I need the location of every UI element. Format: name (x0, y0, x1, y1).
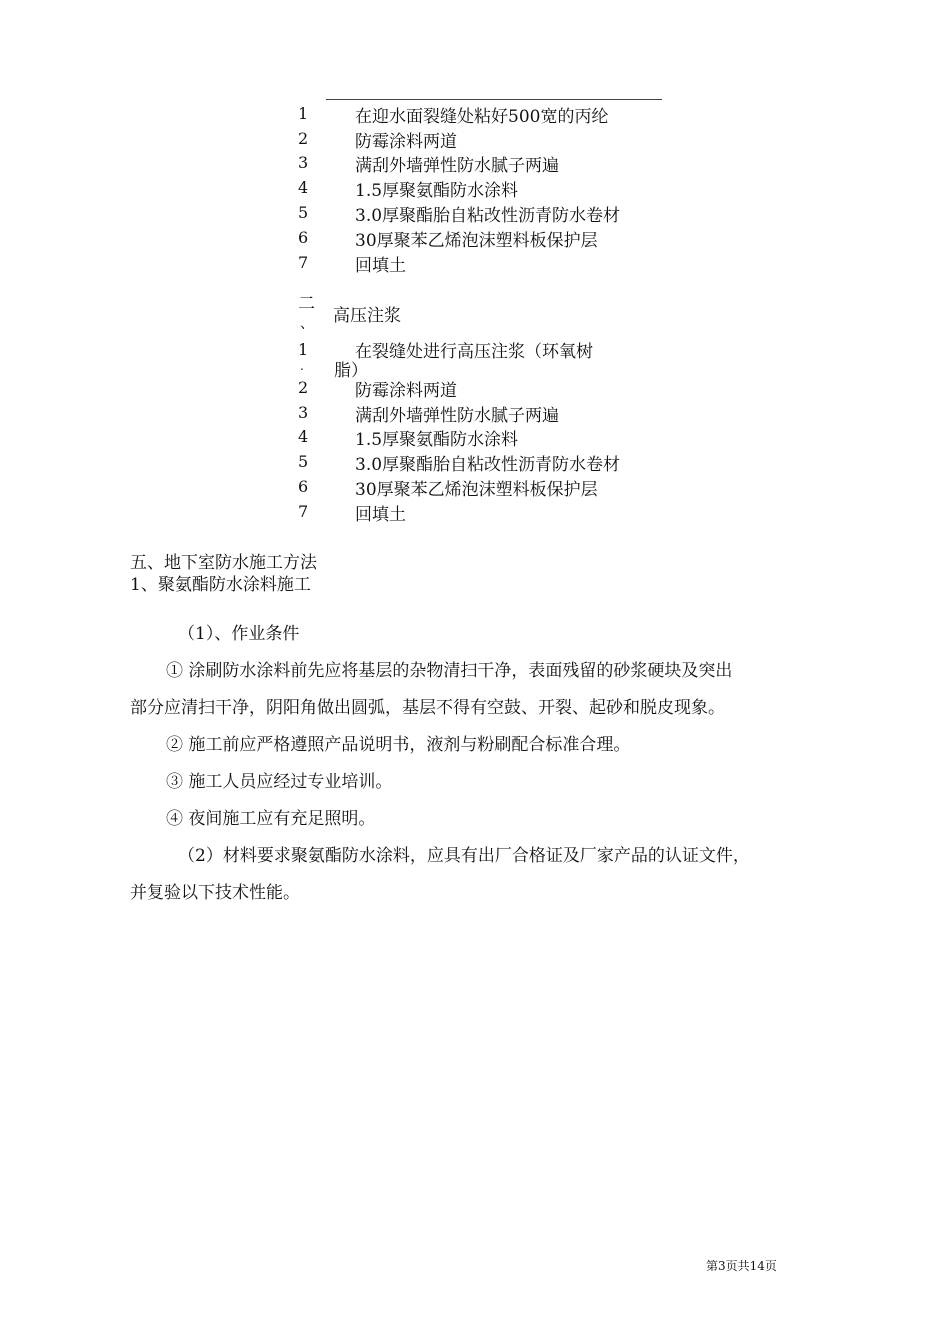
conditions-heading: （1）、作业条件 (178, 624, 300, 644)
paragraph: ④ 夜间施工应有充足照明。 (166, 809, 376, 829)
list-item: 30厚聚苯乙烯泡沫塑料板保护层 (355, 480, 598, 500)
list-item-overflow: 脂） (334, 361, 368, 381)
list-item: 防霉涂料两道 (355, 132, 457, 152)
list-item: 回填土 (355, 256, 406, 276)
list-number: 1 (298, 340, 309, 359)
section-heading: 五、地下室防水施工方法 (130, 553, 317, 573)
list-number: 6 (298, 477, 309, 496)
page-number: 第3页共14页 (706, 1259, 777, 1273)
section-marker-comma: 、 (300, 316, 314, 332)
list-item: 在裂缝处进行高压注浆（环氧树 (355, 342, 593, 362)
list-number: 7 (298, 253, 309, 272)
list-item: 防霉涂料两道 (355, 381, 457, 401)
list-item: 1.5厚聚氨酯防水涂料 (355, 181, 519, 201)
list-item: 满刮外墙弹性防水腻子两遍 (355, 406, 559, 426)
list-number: 2 (298, 129, 309, 148)
subsection-heading: 1、聚氨酯防水涂料施工 (130, 575, 311, 595)
list-number: 3 (298, 153, 309, 172)
list-item: 在迎水面裂缝处粘好500宽的丙纶 (355, 107, 609, 127)
list-number: 7 (298, 502, 309, 521)
table-top-rule (326, 99, 662, 100)
paragraph: ① 涂刷防水涂料前先应将基层的杂物清扫干净，表面残留的砂浆硬块及突出 (166, 661, 733, 681)
list-number: 5 (298, 203, 309, 222)
list-number: 4 (298, 427, 309, 446)
list-number: 3 (298, 403, 309, 422)
paragraph-continued: 部分应清扫干净，阴阳角做出圆弧，基层不得有空鼓、开裂、起砂和脱皮现象。 (130, 698, 725, 718)
list-number: 6 (298, 228, 309, 247)
list-number-dot: . (300, 359, 304, 373)
list-item: 30厚聚苯乙烯泡沫塑料板保护层 (355, 231, 598, 251)
list-item: 1.5厚聚氨酯防水涂料 (355, 430, 519, 450)
list-item: 3.0厚聚酯胎自粘改性沥青防水卷材 (355, 206, 621, 226)
list-item: 回填土 (355, 505, 406, 525)
list-number: 2 (298, 378, 309, 397)
paragraph: ③ 施工人员应经过专业培训。 (166, 772, 393, 792)
list-item: 3.0厚聚酯胎自粘改性沥青防水卷材 (355, 455, 621, 475)
paragraph: （2）材料要求聚氨酯防水涂料，应具有出厂合格证及厂家产品的认证文件， (178, 846, 750, 866)
section-heading: 高压注浆 (333, 306, 401, 326)
list-number: 5 (298, 452, 309, 471)
section-marker: 二 (298, 294, 315, 314)
list-number: 1 (298, 104, 309, 123)
list-number: 4 (298, 178, 309, 197)
paragraph-continued: 并复验以下技术性能。 (130, 883, 300, 903)
paragraph: ② 施工前应严格遵照产品说明书，液剂与粉刷配合标准合理。 (166, 735, 631, 755)
list-item: 满刮外墙弹性防水腻子两遍 (355, 156, 559, 176)
